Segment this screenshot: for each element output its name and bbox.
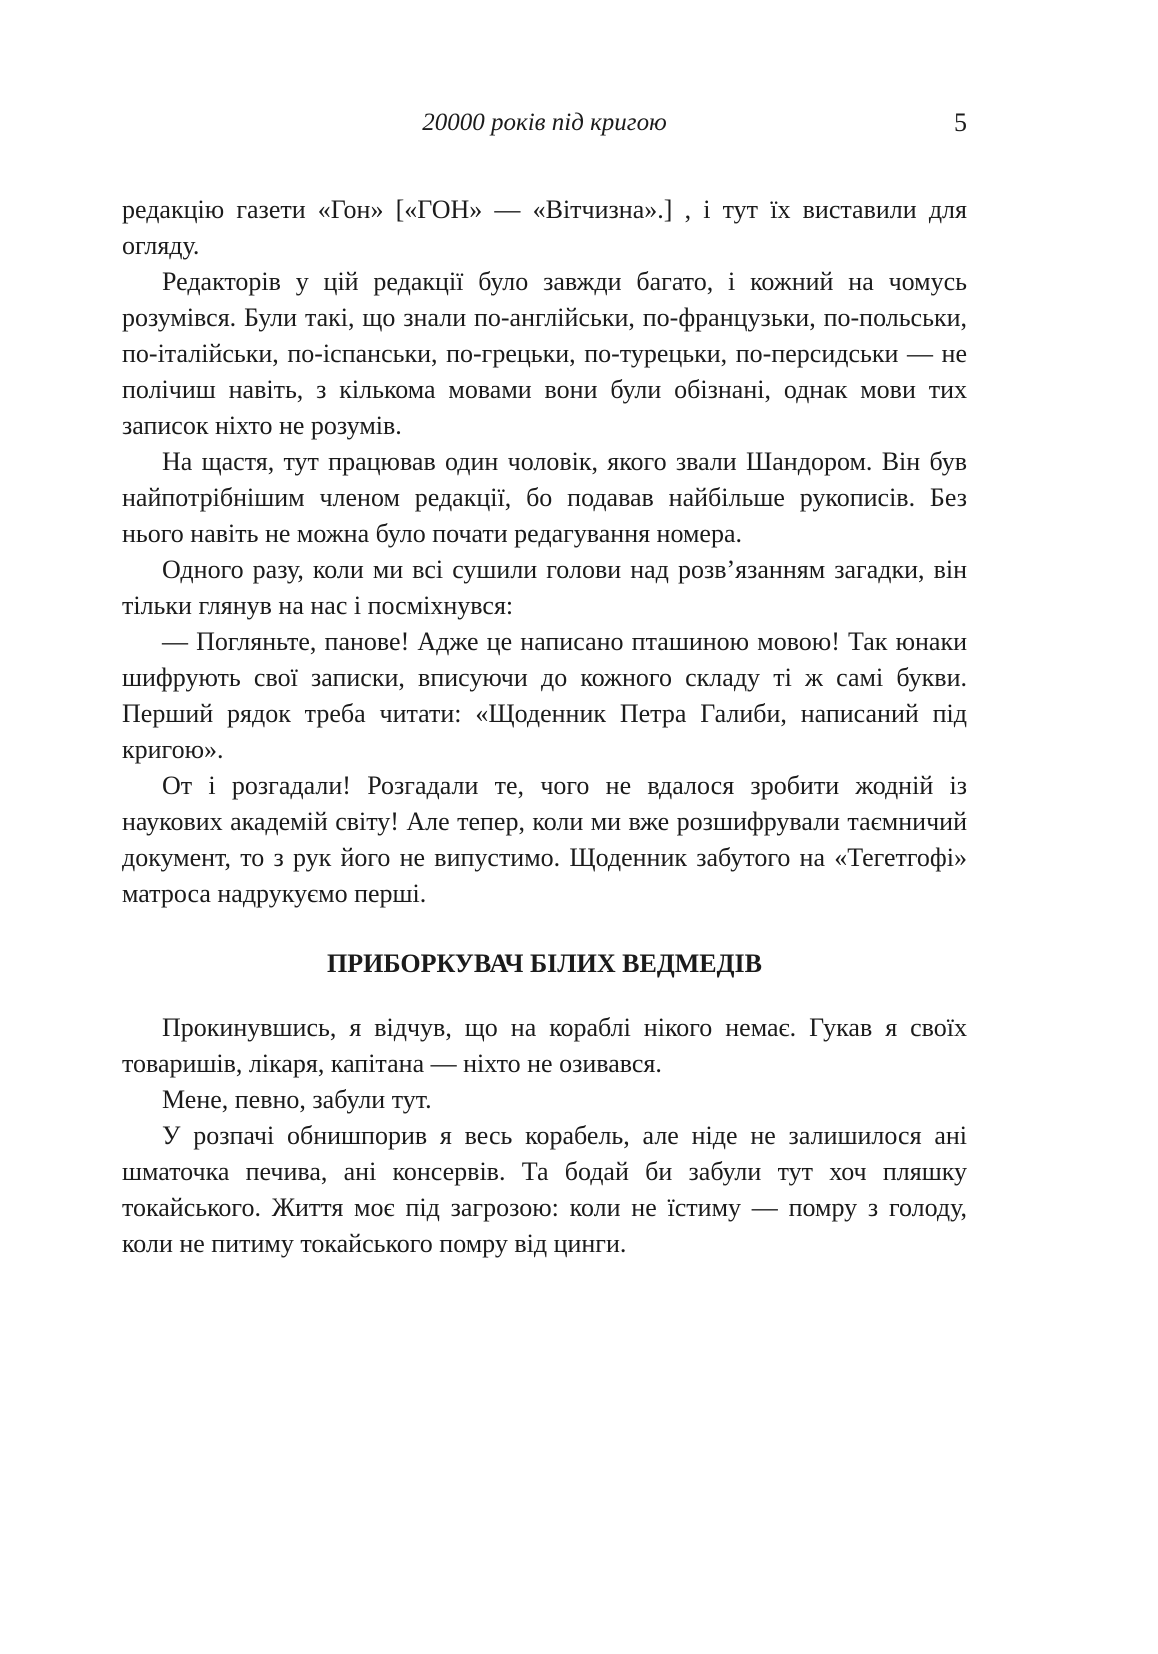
page-header: [122, 108, 967, 142]
page-body: [122, 192, 967, 1262]
page-number: 5: [954, 108, 967, 137]
running-title: 20000 років під кригою: [422, 109, 667, 136]
paragraph: От і розгадали! Розгадали те, чого не вдалося зробити жодній із наукових академій світу! Але тепер, коли ми вже розшифрували таємничий документ, то з рук його не випустимо. Щоденник забутого на «Тегетгофі» матроса надрукуємо перші.: [122, 771, 967, 908]
paragraph: Мене, певно, забули тут.: [162, 1085, 432, 1114]
section-heading: ПРИБОРКУВАЧ БІЛИХ ВЕДМЕДІВ: [327, 949, 762, 978]
paragraph-continuation: редакцію газети «Гон» [«ГОН» — «Вітчизна».] , і тут їх виставили для огляду.: [122, 195, 967, 260]
paragraph: Редакторів у цій редакції було завжди багато, і кожний на чомусь розумівся. Були такі, що знали по-англійськи, по-французьки, по-польськи, по-італійськи, по-іспанськи, по-грецьки, по-турецьки, по-персидськи — не полічиш навіть, з кількома мовами вони були обізнані, однак мови тих записок ніхто не розумів.: [122, 267, 967, 440]
paragraph: На щастя, тут працював один чоловік, якого звали Шандором. Він був найпотрібнішим членом редакції, бо подавав найбільше рукописів. Без нього навіть не можна було почати редагування номера.: [122, 447, 967, 548]
paragraph: Одного разу, коли ми всі сушили голови над розв’язанням загадки, він тільки глянув на нас і посміхнувся:: [122, 555, 967, 620]
paragraph: — Погляньте, панове! Адже це написано пташиною мовою! Так юнаки шифрують свої записки, вписуючи до кожного складу ті ж самі букви. Перший рядок треба читати: «Щоденник Петра Галиби, написаний під кригою».: [122, 627, 967, 764]
paragraph: У розпачі обнишпорив я весь корабель, але ніде не залишилося ані шматочка печива, ані консервів. Та бодай би забули тут хоч пляшку токайського. Життя моє під загрозою: коли не їстиму — помру з голоду, коли не питиму токайського помру від цинги.: [122, 1121, 967, 1258]
paragraph: Прокинувшись, я відчув, що на кораблі нікого немає. Гукав я своїх товаришів, лікаря, капітана — ніхто не озивався.: [122, 1013, 967, 1078]
